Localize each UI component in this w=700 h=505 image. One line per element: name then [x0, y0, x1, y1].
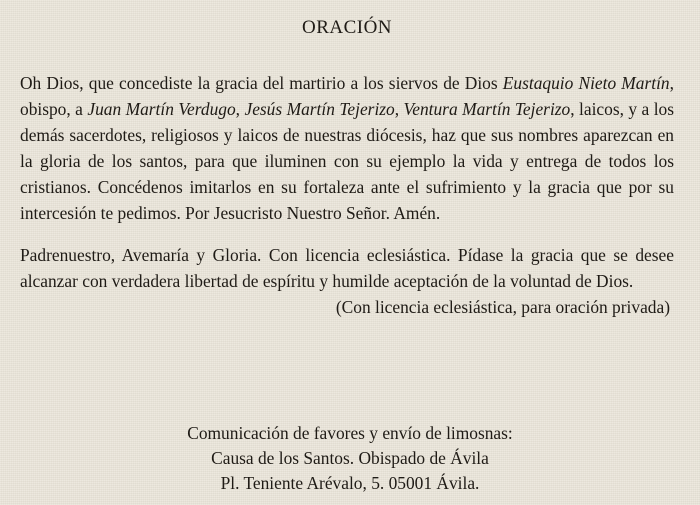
- martyr-name: Jesús Martín Tejerizo: [244, 99, 395, 119]
- contact-block: [0, 421, 700, 496]
- contact-line: Pl. Teniente Arévalo, 5. 05001 Ávila.: [220, 473, 480, 493]
- prayer-paragraph: [20, 70, 674, 226]
- contact-line: Causa de los Santos. Obispado de Ávila: [211, 448, 489, 468]
- prayer-instructions: Padrenuestro, Avemaría y Gloria. Con licencia eclesiástica. Pídase la gracia que se desee alcanzar con verdadera libertad de espíritu y humilde aceptación de la voluntad de Dios.: [20, 245, 674, 291]
- martyr-name: Eustaquio Nieto Martín: [502, 73, 670, 93]
- prayer-text-part: , obispo, a: [20, 73, 674, 119]
- prayer-text-part: ,: [235, 99, 245, 119]
- prayer-text-part: , laicos, y a los demás sacerdotes, religiosos y laicos de nuestras diócesis, haz que sus nombres aparezcan en la gloria de los santos, para que iluminen con su ejemplo la vida y entrega de todos los cristianos. Concédenos imitarlos en su fortaleza ante el sufrimiento y la gracia que por su intercesión te pedimos. Por Jesucristo Nuestro Señor. Amén.: [20, 99, 674, 223]
- prayer-text-part: ,: [394, 99, 404, 119]
- contact-line: Comunicación de favores y envío de limosnas:: [187, 423, 513, 443]
- prayer-title: ORACIÓN: [301, 17, 393, 38]
- martyr-name: Ventura Martín Tejerizo: [403, 99, 571, 119]
- martyr-name: Juan Martín Verdugo: [87, 99, 236, 119]
- prayer-text-part: Oh Dios, que concediste la gracia del martirio a los siervos de Dios: [20, 73, 503, 93]
- license-note: (Con licencia eclesiástica, para oración privada): [335, 297, 670, 317]
